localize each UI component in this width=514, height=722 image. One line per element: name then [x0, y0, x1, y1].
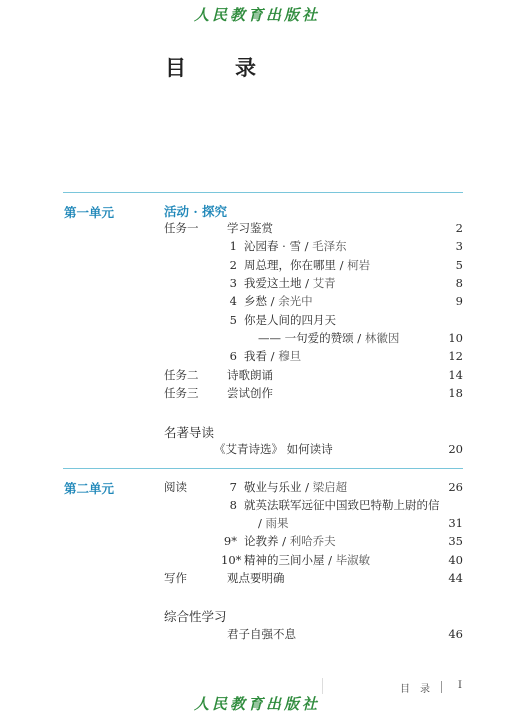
unit-divider: [63, 192, 463, 193]
toc-row[interactable]: 3 我爱这土地 / 艾青 8: [164, 274, 463, 292]
toc-row[interactable]: [164, 440, 463, 458]
page-number: 5: [455, 258, 463, 272]
toc-row[interactable]: / 雨果 31: [258, 516, 463, 530]
toc-row[interactable]: 9* 论教养 / 利哈乔夫 35: [164, 532, 463, 550]
entry-number: 2: [229, 258, 237, 272]
footer-separator: [441, 681, 442, 693]
entry-author: 毛泽东: [312, 239, 347, 253]
toc-row[interactable]: 10* 精神的三间小屋 / 毕淑敏 40: [221, 553, 463, 567]
entry-title: 你是人间的四月天: [244, 313, 336, 327]
entry-title: 就英法联军远征中国致巴特勒上尉的信: [244, 498, 440, 512]
footer-page-number: I: [458, 680, 462, 691]
entry-number: 9*: [223, 534, 237, 548]
page-title: 目 录: [165, 55, 270, 80]
entry-title: 论教养: [244, 534, 279, 548]
page-number: 10: [448, 331, 463, 345]
section-comprehensive: 综合性学习: [164, 609, 227, 624]
toc-row[interactable]: [164, 625, 463, 643]
entry-number: 6: [229, 349, 237, 363]
page-number: 44: [448, 571, 463, 585]
entry-author: 艾青: [312, 276, 336, 290]
entry-author: 梁启超: [312, 480, 348, 494]
unit-label: 第二单元: [64, 481, 115, 496]
entry-number: 3: [229, 276, 237, 290]
toc-row[interactable]: [164, 569, 463, 587]
section-classics: 名著导读: [164, 425, 215, 440]
toc-row[interactable]: 4 乡愁 / 余光中 9: [164, 292, 463, 310]
entry-author: 林徽因: [364, 331, 400, 345]
page-number: 12: [448, 349, 463, 363]
entry-number: 4: [229, 294, 237, 308]
page-number: 3: [455, 239, 463, 253]
entry-author: 毕淑敏: [335, 553, 371, 567]
entry-title: 我看: [244, 349, 267, 363]
page-number: 14: [448, 368, 463, 382]
toc-row[interactable]: —— 一句爱的赞颂 / 林徽因 10: [258, 331, 463, 345]
footer-divider: [322, 678, 323, 694]
entry-author: 利哈乔夫: [289, 534, 336, 548]
unit-label: 第一单元: [64, 205, 115, 220]
toc-row[interactable]: [164, 219, 463, 237]
entry-title: 诗歌朗诵: [227, 368, 273, 382]
page-number: 40: [448, 553, 463, 567]
section-activity: 活动 · 探究: [164, 204, 228, 219]
entry-title: 我爱这土地: [244, 276, 302, 290]
section-reading: 阅读: [164, 480, 187, 494]
page-number: 2: [455, 221, 463, 235]
entry-title: 周总理，你在哪里: [244, 258, 336, 272]
entry-title: 敬业与乐业: [244, 480, 302, 494]
entry-number: 1: [229, 239, 237, 253]
task-label: 任务二: [164, 368, 199, 382]
toc-row[interactable]: 6 我看 / 穆旦 12: [164, 347, 463, 365]
entry-title: 《艾青诗选》 如何读诗: [214, 442, 333, 456]
page-number: 35: [448, 534, 463, 548]
entry-title: 尝试创作: [227, 386, 273, 400]
page-number: 46: [448, 627, 463, 641]
entry-title: 乡愁: [244, 294, 267, 308]
footer-label: 目 录: [400, 684, 430, 695]
page-number: 18: [448, 386, 463, 400]
task-label: 任务一: [164, 221, 199, 235]
publisher-logo: 人民教育出版社: [193, 695, 320, 713]
toc-row[interactable]: [164, 496, 463, 514]
entry-title: 君子自强不息: [227, 627, 296, 641]
toc-row[interactable]: 1 沁园春 · 雪 / 毛泽东 3: [164, 237, 463, 255]
task-label: 任务三: [164, 386, 199, 400]
toc-row[interactable]: 阅读 7 敬业与乐业 / 梁启超 26: [164, 480, 463, 494]
entry-number: 7: [229, 480, 237, 494]
toc-row[interactable]: [164, 384, 463, 402]
entry-number: 8: [229, 498, 237, 512]
entry-number: 10*: [221, 553, 242, 567]
entry-title: 观点要明确: [227, 571, 285, 585]
entry-author: 余光中: [278, 294, 313, 308]
entry-title: 精神的三间小屋: [244, 553, 325, 567]
toc-row[interactable]: [164, 366, 463, 384]
toc-row[interactable]: 2 周总理，你在哪里 / 柯岩 5: [164, 256, 463, 274]
entry-title: —— 一句爱的赞颂: [258, 331, 354, 345]
publisher-logo: 人民教育出版社: [193, 6, 320, 24]
page-number: 26: [448, 480, 463, 494]
section-writing: 写作: [164, 571, 187, 585]
page-number: 9: [455, 294, 463, 308]
page-number: 20: [448, 442, 463, 456]
entry-title: 沁园春 · 雪: [244, 239, 301, 253]
page-number: 8: [455, 276, 463, 290]
page-number: 31: [448, 516, 463, 530]
entry-number: 5: [229, 313, 237, 327]
toc-row[interactable]: [164, 311, 463, 329]
entry-author: 穆旦: [278, 349, 302, 363]
entry-title: 学习鉴赏: [227, 221, 273, 235]
unit-divider: [63, 468, 463, 469]
entry-author: 柯岩: [347, 258, 371, 272]
entry-author: 雨果: [265, 516, 289, 530]
